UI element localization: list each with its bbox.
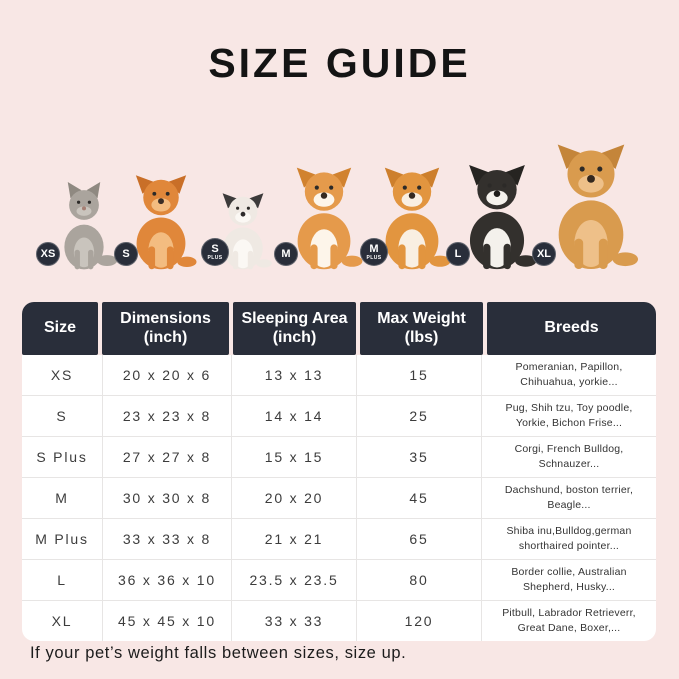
cell-size: M Plus bbox=[22, 518, 102, 559]
cell-max-weight: 15 bbox=[356, 355, 481, 395]
badge-label: S bbox=[122, 247, 130, 260]
cell-dimensions: 45 x 45 x 10 bbox=[102, 600, 231, 641]
sizing-note: If your pet’s weight falls between sizes, size up. bbox=[30, 644, 407, 662]
cell-breeds: Dachshund, boston terrier, Beagle... bbox=[481, 477, 656, 518]
cell-size: L bbox=[22, 559, 102, 600]
column-header-breeds: Breeds bbox=[487, 302, 656, 355]
column-header-size: Size bbox=[22, 302, 98, 355]
shiba-inu-illustration bbox=[366, 133, 452, 270]
column-header-max-weight: Max Weight (lbs) bbox=[360, 302, 483, 355]
badge-sublabel: PLUS bbox=[366, 254, 382, 261]
cell-max-weight: 80 bbox=[356, 559, 481, 600]
cell-max-weight: 35 bbox=[356, 436, 481, 477]
size-table bbox=[22, 302, 656, 641]
cell-sleeping-area: 13 x 13 bbox=[231, 355, 356, 395]
cell-dimensions: 23 x 23 x 8 bbox=[102, 395, 231, 436]
cell-dimensions: 36 x 36 x 10 bbox=[102, 559, 231, 600]
cell-size: M bbox=[22, 477, 102, 518]
size-badge-m bbox=[274, 242, 298, 266]
cell-sleeping-area: 20 x 20 bbox=[231, 477, 356, 518]
cell-breeds: Pomeranian, Papillon, Chihuahua, yorkie... bbox=[481, 355, 656, 395]
cell-breeds: Border collie, Australian Shepherd, Husky... bbox=[481, 559, 656, 600]
badge-sublabel: PLUS bbox=[207, 254, 223, 261]
golden-retriever-illustration bbox=[536, 127, 640, 270]
cell-size: XS bbox=[50, 367, 74, 383]
french-bulldog-illustration bbox=[207, 161, 273, 270]
table-header-row bbox=[22, 302, 656, 355]
cell-breeds: Pitbull, Labrador Retrieverr, Great Dane, Boxer,... bbox=[481, 600, 656, 641]
column-header-sleeping-area: Sleeping Area (inch) bbox=[233, 302, 356, 355]
table-body bbox=[22, 355, 656, 641]
cell-breeds: Corgi, French Bulldog, Schnauzer... bbox=[481, 436, 656, 477]
page-title: SIZE GUIDE bbox=[208, 40, 471, 86]
size-badge-xl bbox=[532, 242, 556, 266]
badge-label: S bbox=[211, 242, 219, 255]
cell-breeds: Pug, Shih tzu, Toy poodle, Yorkie, Bichon Frise... bbox=[481, 395, 656, 436]
corgi-illustration bbox=[281, 149, 364, 270]
cat-illustration bbox=[40, 182, 122, 270]
cell-dimensions: 33 x 33 x 8 bbox=[102, 518, 231, 559]
size-badge-m-plus bbox=[360, 238, 388, 266]
size-badge-s-plus bbox=[201, 238, 229, 266]
size-badge-s bbox=[114, 242, 138, 266]
size-badge-xs bbox=[36, 242, 60, 266]
golden-retriever-icon bbox=[542, 127, 640, 270]
cell-max-weight: 25 bbox=[356, 395, 481, 436]
cell-sleeping-area: 14 x 14 bbox=[231, 395, 356, 436]
cell-sleeping-area: 23.5 x 23.5 bbox=[231, 559, 356, 600]
cell-max-weight: 120 bbox=[356, 600, 481, 641]
badge-label: M bbox=[281, 247, 291, 260]
cell-size: XL bbox=[22, 600, 102, 641]
cell-max-weight: 45 bbox=[356, 477, 481, 518]
size-badge-l bbox=[446, 242, 470, 266]
badge-label: XS bbox=[40, 247, 56, 260]
cell-sleeping-area: 15 x 15 bbox=[231, 436, 356, 477]
badge-label: L bbox=[454, 247, 462, 260]
cell-dimensions: 27 x 27 x 8 bbox=[102, 436, 231, 477]
cell-size: S bbox=[22, 395, 102, 436]
pomeranian-illustration bbox=[124, 173, 198, 270]
badge-label: XL bbox=[536, 247, 552, 260]
cell-dimensions: 30 x 30 x 8 bbox=[102, 477, 231, 518]
column-header-dimensions: Dimensions (inch) bbox=[102, 302, 229, 355]
pet-lineup bbox=[0, 122, 679, 270]
border-collie-illustration bbox=[456, 127, 538, 270]
cell-dimensions: 20 x 20 x 6 bbox=[102, 355, 231, 395]
cell-max-weight: 65 bbox=[356, 518, 481, 559]
cell-size: S Plus bbox=[22, 436, 102, 477]
cell-breeds: Shiba inu,Bulldog,german shorthaired pointer... bbox=[481, 518, 656, 559]
cell-sleeping-area: 33 x 33 bbox=[231, 600, 356, 641]
badge-label: M bbox=[369, 242, 379, 255]
cell-sleeping-area: 21 x 21 bbox=[231, 518, 356, 559]
